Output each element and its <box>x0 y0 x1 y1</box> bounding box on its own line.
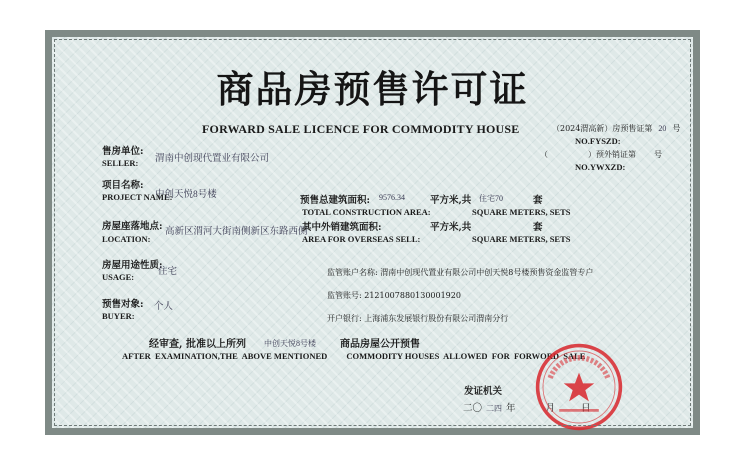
overseas-unit-en: SQUARE METERS, SETS <box>472 234 571 244</box>
ext-label-en: NO.YWXZD: <box>575 162 626 172</box>
date-month-unit: 月 <box>545 403 556 414</box>
license-number: 20 <box>658 124 667 133</box>
overseas-sets-unit: 套 <box>533 222 543 233</box>
official-seal-stamp <box>534 342 624 432</box>
area-sets-unit: 套 <box>533 195 543 206</box>
supervision-account-no: 监管账号: 2121007880130001920 <box>327 291 461 300</box>
license-prefix: （2024渭高新） <box>552 124 613 133</box>
date-prefix: 二〇 <box>463 403 483 414</box>
project-label-en: PROJECT NAME: <box>102 192 173 202</box>
approval-filled: 中创天悦8号楼 <box>264 339 316 348</box>
approval-cn-left: 经审查, 批准以上所列 <box>149 339 246 350</box>
date-day-unit: 日 <box>581 403 591 414</box>
area-label-en: TOTAL CONSTRUCTION AREA: <box>302 207 431 217</box>
ext-suffix: 号 <box>654 150 662 159</box>
approval-en: AFTER EXAMINATION,THE ABOVE MENTIONED COMMODITY HOUSES ALLOWED FOR FORWORD SALE <box>122 351 586 361</box>
supervision-bank: 开户银行: 上海浦东发展银行股份有限公司渭南分行 <box>327 314 509 323</box>
license-label-en: NO.FYSZD: <box>575 136 621 146</box>
location-value: 高新区渭河大街南侧新区东路西侧 <box>165 227 308 237</box>
seller-value: 渭南中创现代置业有限公司 <box>155 154 270 164</box>
area-label-cn: 预售总建筑面积: <box>300 195 371 206</box>
area-value: 9576.34 <box>379 193 405 202</box>
seller-label-en: SELLER: <box>102 158 139 168</box>
date-year-unit: 年 <box>506 403 516 414</box>
usage-label-cn: 房屋用途性质: <box>102 260 163 271</box>
overseas-label-en: AREA FOR OVERSEAS SELL: <box>302 234 421 244</box>
certificate-subtitle: FORWARD SALE LICENCE FOR COMMODITY HOUSE <box>202 122 520 136</box>
location-label-en: LOCATION: <box>102 234 151 244</box>
project-label-cn: 项目名称: <box>102 180 144 191</box>
license-label-cn: 房预售证第 <box>612 124 653 133</box>
buyer-label-en: BUYER: <box>102 311 135 321</box>
license-certificate <box>45 30 700 435</box>
buyer-value: 个人 <box>154 302 174 312</box>
area-unit-cn: 平方米,共 <box>430 195 472 206</box>
area-sets-value: 住宅70 <box>479 194 503 203</box>
license-number-line <box>552 123 680 134</box>
overseas-label-cn: 其中外销建筑面积: <box>302 222 382 233</box>
certificate-title: 商品房预售许可证 <box>216 68 529 111</box>
seller-label-cn: 售房单位: <box>102 146 144 157</box>
supervision-account-name: 监管账户名称: 渭南中创现代置业有限公司中创天悦8号楼预售资金监管专户 <box>327 268 594 277</box>
usage-value: 住宅 <box>158 267 178 277</box>
ext-paren: （ ） <box>540 150 596 159</box>
ext-number-line <box>540 149 662 160</box>
project-value: 中创天悦8号楼 <box>155 190 217 200</box>
license-suffix: 号 <box>672 124 681 133</box>
date-year: 二四 <box>486 404 503 413</box>
issuer-label: 发证机关 <box>464 386 503 397</box>
location-label-cn: 房屋座落地点: <box>102 221 163 232</box>
area-unit-en: SQUARE METERS, SETS <box>472 207 571 217</box>
buyer-label-cn: 预售对象: <box>102 299 144 310</box>
overseas-unit-cn: 平方米,共 <box>430 222 472 233</box>
usage-label-en: USAGE: <box>102 272 135 282</box>
approval-cn-right: 商品房屋公开预售 <box>340 339 420 350</box>
ext-label-cn: 预外销证第 <box>596 150 636 159</box>
